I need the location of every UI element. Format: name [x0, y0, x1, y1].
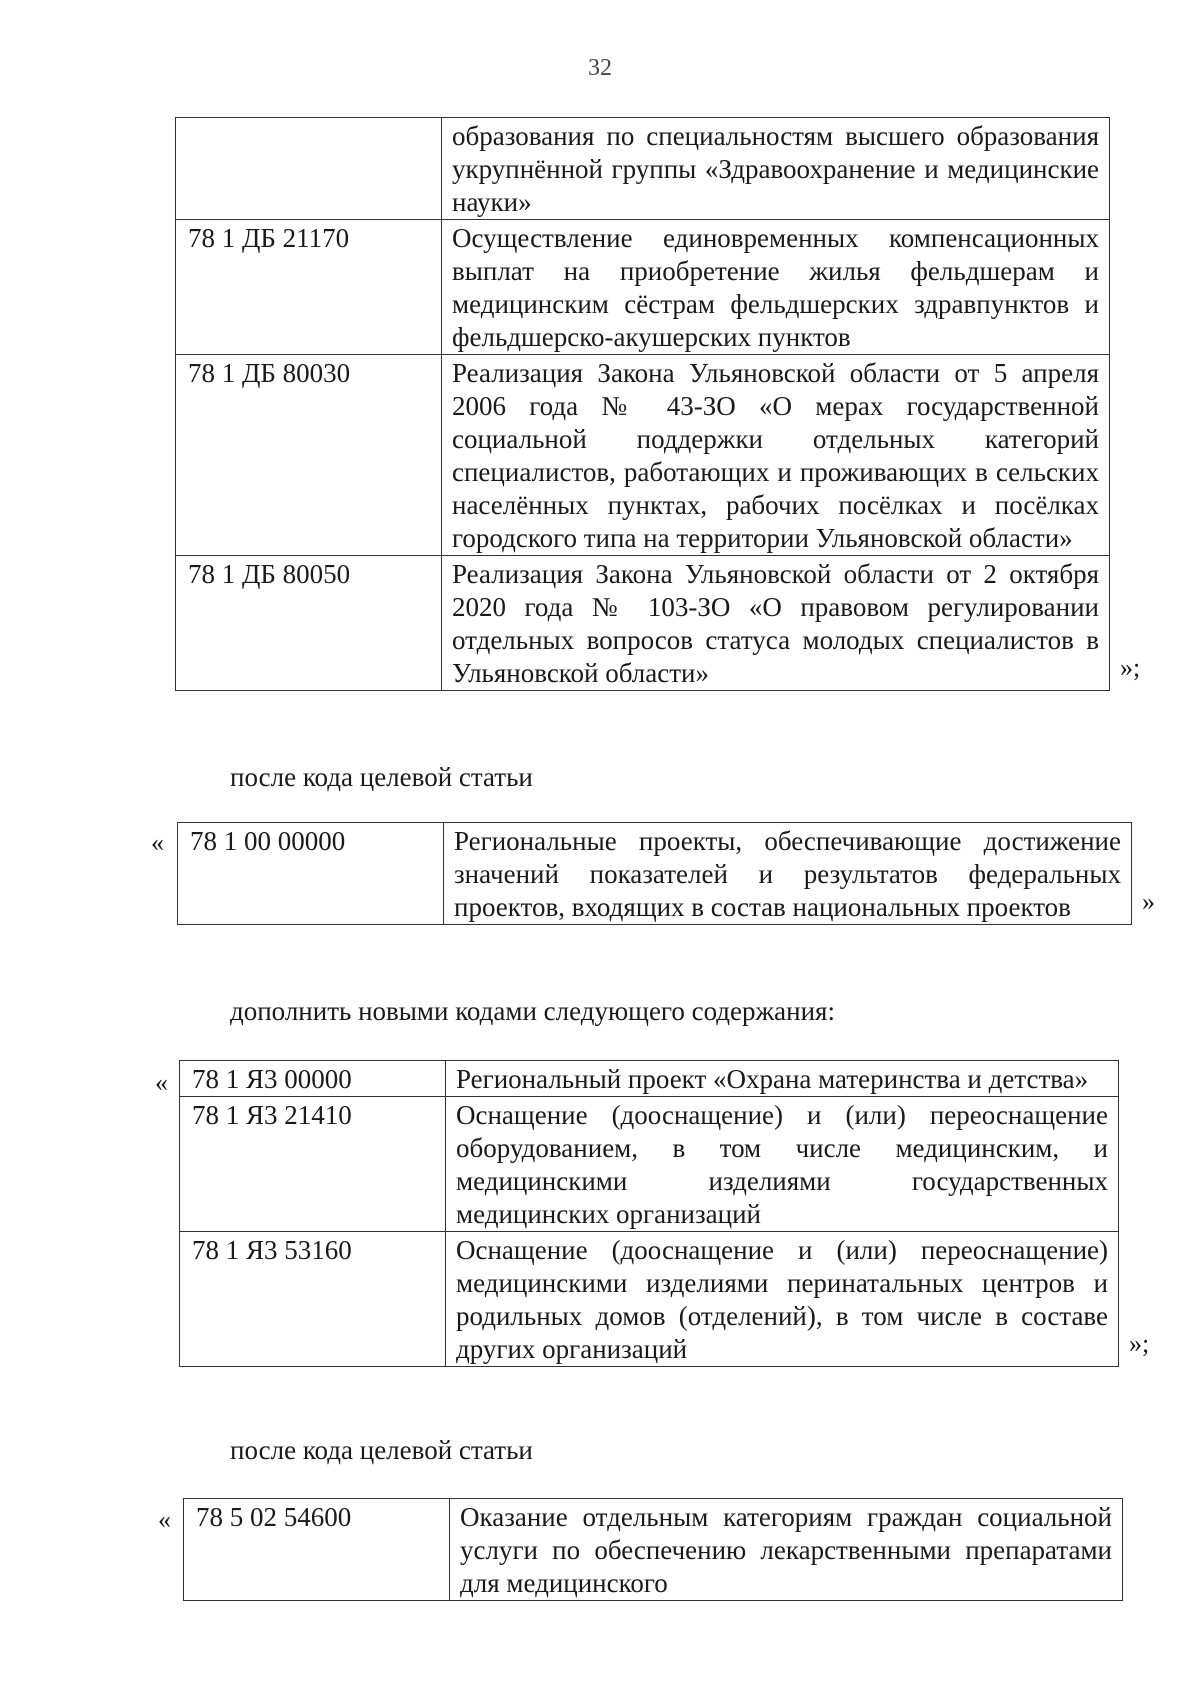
- description-cell: образования по специальностям высшего образования укрупнённой группы «Здравоохранение и медицинские науки»: [442, 118, 1110, 220]
- description-cell: Оказание отдельным категориям граждан социальной услуги по обеспечению лекарственными препаратами для медицинского: [450, 1499, 1123, 1601]
- code-table-4-block: [183, 1498, 1123, 1601]
- code-cell: 78 5 02 54600: [184, 1499, 450, 1601]
- code-table-1: [175, 117, 1110, 691]
- code-table-3: [179, 1060, 1119, 1367]
- opening-quote: «: [151, 828, 164, 857]
- code-cell: 78 1 Я3 00000: [180, 1061, 446, 1097]
- description-cell: Региональные проекты, обеспечивающие достижение значений показателей и результатов федеральных проектов, входящих в состав национальных проектов: [444, 823, 1132, 925]
- description-cell: Оснащение (дооснащение и (или) переоснащение) медицинскими изделиями перинатальных центров и родильных домов (отделений), в том числе в составе других организаций: [446, 1232, 1119, 1367]
- code-table-2-block: [177, 822, 1155, 925]
- opening-quote: «: [158, 1505, 171, 1534]
- code-cell: 78 1 ДБ 21170: [176, 220, 442, 355]
- description-cell: Реализация Закона Ульяновской области от 5 апреля 2006 года № 43-ЗО «О мерах государственной социальной поддержки отдельных категорий специалистов, работающих и проживающих в сельских населённых пунктах, рабочих посёлках и посёлках городского типа на территории Ульяновской области»: [442, 355, 1110, 556]
- code-cell: 78 1 Я3 53160: [180, 1232, 446, 1367]
- table-row: [176, 556, 1110, 691]
- table-row: [180, 1061, 1119, 1097]
- code-table-1-block: [175, 117, 1140, 691]
- code-table-4: [183, 1498, 1123, 1601]
- paragraph-add-codes: дополнить новыми кодами следующего содержания:: [230, 996, 835, 1026]
- code-cell: 78 1 00 00000: [178, 823, 444, 925]
- code-table-2: [177, 822, 1132, 925]
- page-number: 32: [588, 55, 612, 81]
- code-cell: 78 1 ДБ 80030: [176, 355, 442, 556]
- description-cell: Осуществление единовременных компенсационных выплат на приобретение жилья фельдшерам и медицинским сёстрам фельдшерских здравпунктов и фельдшерско-акушерских пунктов: [442, 220, 1110, 355]
- description-cell: Оснащение (дооснащение) и (или) переоснащение оборудованием, в том числе медицинским, и медицинскими изделиями государственных медицинских организаций: [446, 1097, 1119, 1232]
- table-row: [180, 1097, 1119, 1232]
- table-row: [184, 1499, 1123, 1601]
- table-row: [180, 1232, 1119, 1367]
- description-cell: Реализация Закона Ульяновской области от 2 октября 2020 года № 103-ЗО «О правовом регулировании отдельных вопросов статуса молодых специалистов в Ульяновской области»: [442, 556, 1110, 691]
- closing-quote: »: [1142, 887, 1155, 916]
- description-cell: Региональный проект «Охрана материнства и детства»: [446, 1061, 1119, 1097]
- table-row: [176, 118, 1110, 220]
- closing-quote: »;: [1120, 653, 1141, 682]
- table-row: [176, 220, 1110, 355]
- code-table-3-block: [179, 1060, 1149, 1367]
- code-cell: 78 1 Я3 21410: [180, 1097, 446, 1232]
- paragraph-after-code: после кода целевой статьи: [230, 1435, 533, 1465]
- table-row: [176, 355, 1110, 556]
- code-cell: 78 1 ДБ 80050: [176, 556, 442, 691]
- paragraph-after-code: после кода целевой статьи: [230, 762, 533, 792]
- table-row: [178, 823, 1132, 925]
- code-cell: [176, 118, 442, 220]
- opening-quote: «: [155, 1068, 168, 1097]
- closing-quote: »;: [1129, 1329, 1150, 1358]
